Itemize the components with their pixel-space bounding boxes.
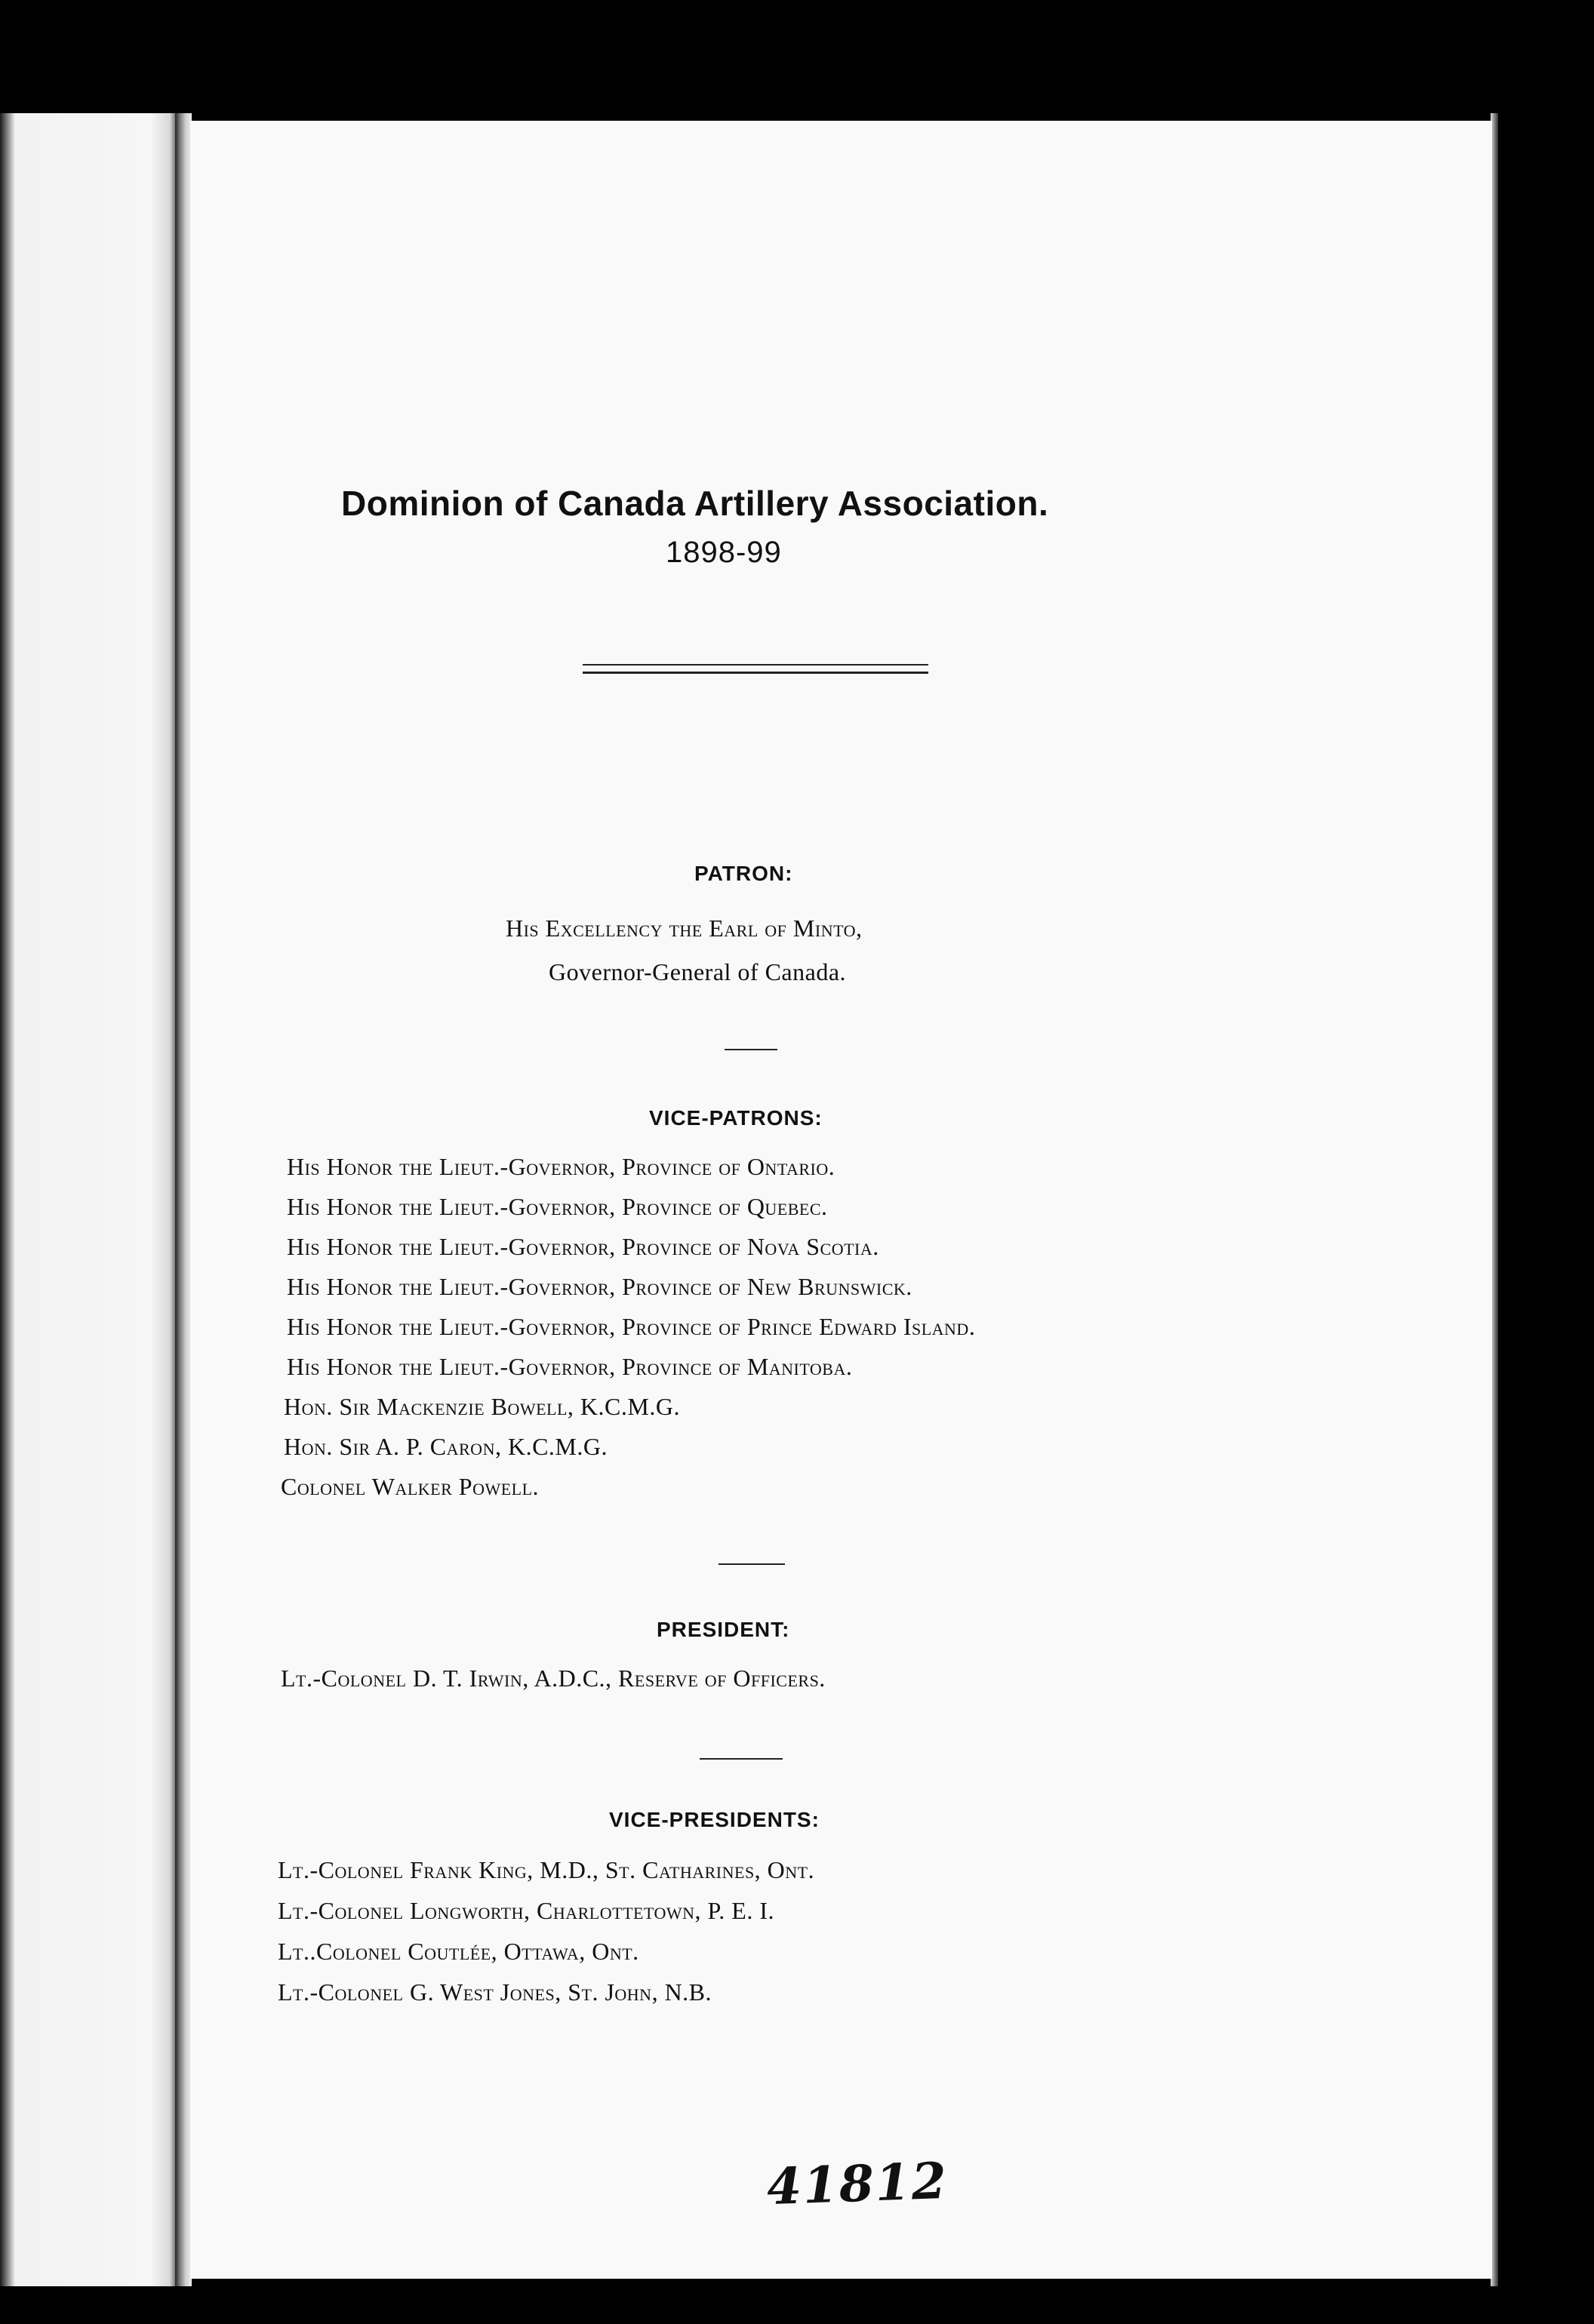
vice-patron-line: His Honor the Lieut.-Governor, Province of Manitoba. bbox=[287, 1353, 853, 1380]
section-divider bbox=[719, 1563, 785, 1565]
scan-left-margin bbox=[0, 113, 177, 2286]
vice-patron-line: Hon. Sir Mackenzie Bowell, K.C.M.G. bbox=[284, 1393, 680, 1420]
vice-president-line: Lt.-Colonel G. West Jones, St. John, N.B. bbox=[278, 1978, 712, 2006]
vice-patron-line: His Honor the Lieut.-Governor, Province of Nova Scotia. bbox=[287, 1233, 879, 1260]
vice-patron-line: Hon. Sir A. P. Caron, K.C.M.G. bbox=[284, 1433, 608, 1460]
president-heading: PRESIDENT: bbox=[657, 1618, 790, 1641]
vice-patron-line: His Honor the Lieut.-Governor, Province of Prince Edward Island. bbox=[287, 1313, 976, 1340]
vice-president-line: Lt..Colonel Coutlée, Ottawa, Ont. bbox=[278, 1938, 639, 1965]
vice-patron-line: His Honor the Lieut.-Governor, Province of Quebec. bbox=[287, 1193, 828, 1220]
document-year: 1898-99 bbox=[666, 536, 782, 569]
president-line: Lt.-Colonel D. T. Irwin, A.D.C., Reserve of Officers. bbox=[281, 1665, 826, 1692]
vice-presidents-heading: VICE-PRESIDENTS: bbox=[609, 1808, 820, 1831]
vice-president-line: Lt.-Colonel Longworth, Charlottetown, P. E. I. bbox=[278, 1897, 774, 1924]
section-divider bbox=[725, 1049, 777, 1050]
document-page bbox=[190, 121, 1492, 2279]
title-divider bbox=[583, 664, 928, 674]
patron-heading: PATRON: bbox=[694, 862, 793, 885]
book-spine bbox=[175, 113, 192, 2286]
vice-patron-line: His Honor the Lieut.-Governor, Province of New Brunswick. bbox=[287, 1273, 912, 1300]
vice-patrons-heading: VICE-PATRONS: bbox=[649, 1106, 823, 1130]
section-divider bbox=[700, 1758, 783, 1760]
vice-patron-line: His Honor the Lieut.-Governor, Province of Ontario. bbox=[287, 1153, 835, 1180]
handwritten-catalog-number: 41812 bbox=[765, 2150, 949, 2217]
document-title: Dominion of Canada Artillery Association. bbox=[341, 484, 1049, 523]
patron-line: His Excellency the Earl of Minto, bbox=[506, 915, 863, 942]
vice-patron-line: Colonel Walker Powell. bbox=[281, 1473, 540, 1500]
vice-president-line: Lt.-Colonel Frank King, M.D., St. Catharines, Ont. bbox=[278, 1856, 815, 1883]
patron-line: Governor-General of Canada. bbox=[549, 958, 847, 985]
